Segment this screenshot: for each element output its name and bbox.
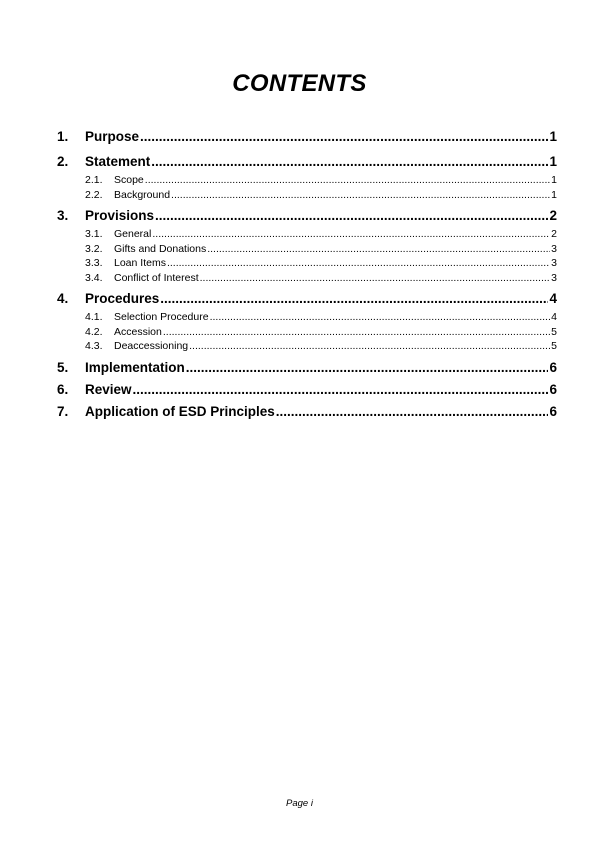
toc-page-number: 6: [549, 359, 557, 375]
toc-entry-number: 3.: [57, 208, 69, 223]
toc-page-number: 5: [551, 340, 557, 352]
toc-page-number: 2: [549, 208, 557, 223]
dot-leader: [276, 401, 549, 423]
page-footer: Page i: [286, 798, 313, 809]
dot-leader: [151, 151, 548, 173]
dot-leader: [133, 379, 549, 401]
toc-entry-statement[interactable]: [57, 151, 557, 173]
dot-leader: [189, 339, 550, 354]
toc-page-number: 1: [551, 188, 557, 201]
toc-subentry-accession[interactable]: [57, 325, 557, 340]
toc-page-number: 4: [551, 311, 557, 323]
toc-entry-label: Implementation: [85, 359, 185, 375]
toc-entry-label: Statement: [85, 154, 151, 169]
toc-subentry-scope[interactable]: [57, 173, 557, 188]
toc-subentry-number: 2.2.: [85, 188, 103, 201]
page-title: CONTENTS: [232, 70, 367, 97]
toc-entry-label: Application of ESD Principles: [85, 403, 275, 419]
toc-subentry-loan-items[interactable]: [57, 256, 557, 271]
toc-page-number: 5: [551, 325, 557, 338]
toc-subentry-number: 2.1.: [85, 174, 103, 186]
toc-subentry-label: Scope: [114, 174, 144, 186]
dot-leader: [210, 310, 551, 325]
toc-entry-label: Procedures: [85, 291, 160, 306]
toc-page-number: 1: [551, 174, 557, 186]
toc-subentry-gifts-and-donations[interactable]: [57, 242, 557, 257]
toc-subentry-number: 3.3.: [85, 257, 103, 269]
toc-subentry-label: General: [114, 228, 152, 240]
toc-subentry-number: 3.2.: [85, 242, 103, 255]
toc-page-number: 3: [551, 242, 557, 255]
toc-entry-number: 6.: [57, 381, 69, 397]
toc-subentry-label: Deaccessioning: [114, 340, 189, 352]
dot-leader: [200, 271, 551, 286]
dot-leader: [163, 325, 550, 340]
toc-subentry-conflict-of-interest[interactable]: [57, 271, 557, 286]
toc-subentry-number: 4.2.: [85, 325, 103, 338]
toc-entry-number: 7.: [57, 403, 69, 419]
toc-entry-number: 1.: [57, 129, 69, 144]
toc-entry-provisions[interactable]: [57, 205, 557, 227]
dot-leader: [152, 227, 550, 242]
toc-page-number: 3: [551, 257, 557, 269]
toc-subentry-number: 4.3.: [85, 340, 103, 352]
dot-leader: [155, 205, 548, 227]
toc-page-number: 4: [549, 291, 557, 306]
toc-entry-label: Provisions: [85, 208, 155, 223]
dot-leader: [160, 288, 548, 310]
toc-entry-number: 4.: [57, 291, 69, 306]
toc-subentry-label: Selection Procedure: [114, 311, 209, 323]
toc-subentry-number: 4.1.: [85, 311, 103, 323]
toc-subentry-general[interactable]: [57, 227, 557, 242]
toc-subentry-deaccessioning[interactable]: [57, 339, 557, 354]
toc-page-number: 1: [549, 129, 557, 144]
table-of-contents: [57, 126, 557, 423]
toc-subentry-number: 3.1.: [85, 228, 103, 240]
toc-subentry-label: Gifts and Donations: [114, 242, 207, 255]
toc-subentry-label: Accession: [114, 325, 162, 338]
toc-page-number: 1: [549, 154, 557, 169]
toc-entry-number: 2.: [57, 154, 69, 169]
toc-entry-label: Review: [85, 381, 132, 397]
toc-entry-application-of-esd-principles[interactable]: [57, 401, 557, 423]
dot-leader: [167, 256, 550, 271]
toc-page-number: 3: [551, 271, 557, 284]
toc-entry-label: Purpose: [85, 129, 140, 144]
toc-page-number: 6: [549, 381, 557, 397]
dot-leader: [171, 188, 550, 203]
toc-subentry-background[interactable]: [57, 188, 557, 203]
toc-entry-implementation[interactable]: [57, 357, 557, 379]
toc-entry-number: 5.: [57, 359, 69, 375]
toc-subentry-label: Conflict of Interest: [114, 271, 199, 284]
dot-leader: [207, 242, 550, 257]
toc-entry-procedures[interactable]: [57, 288, 557, 310]
toc-page-number: 2: [551, 228, 557, 240]
toc-subentry-label: Loan Items: [114, 257, 166, 269]
toc-entry-review[interactable]: [57, 379, 557, 401]
toc-subentry-selection-procedure[interactable]: [57, 310, 557, 325]
dot-leader: [140, 126, 548, 148]
dot-leader: [145, 173, 550, 188]
toc-subentry-label: Background: [114, 188, 171, 201]
dot-leader: [186, 357, 549, 379]
toc-page-number: 6: [549, 403, 557, 419]
toc-entry-purpose[interactable]: [57, 126, 557, 148]
toc-subentry-number: 3.4.: [85, 271, 103, 284]
